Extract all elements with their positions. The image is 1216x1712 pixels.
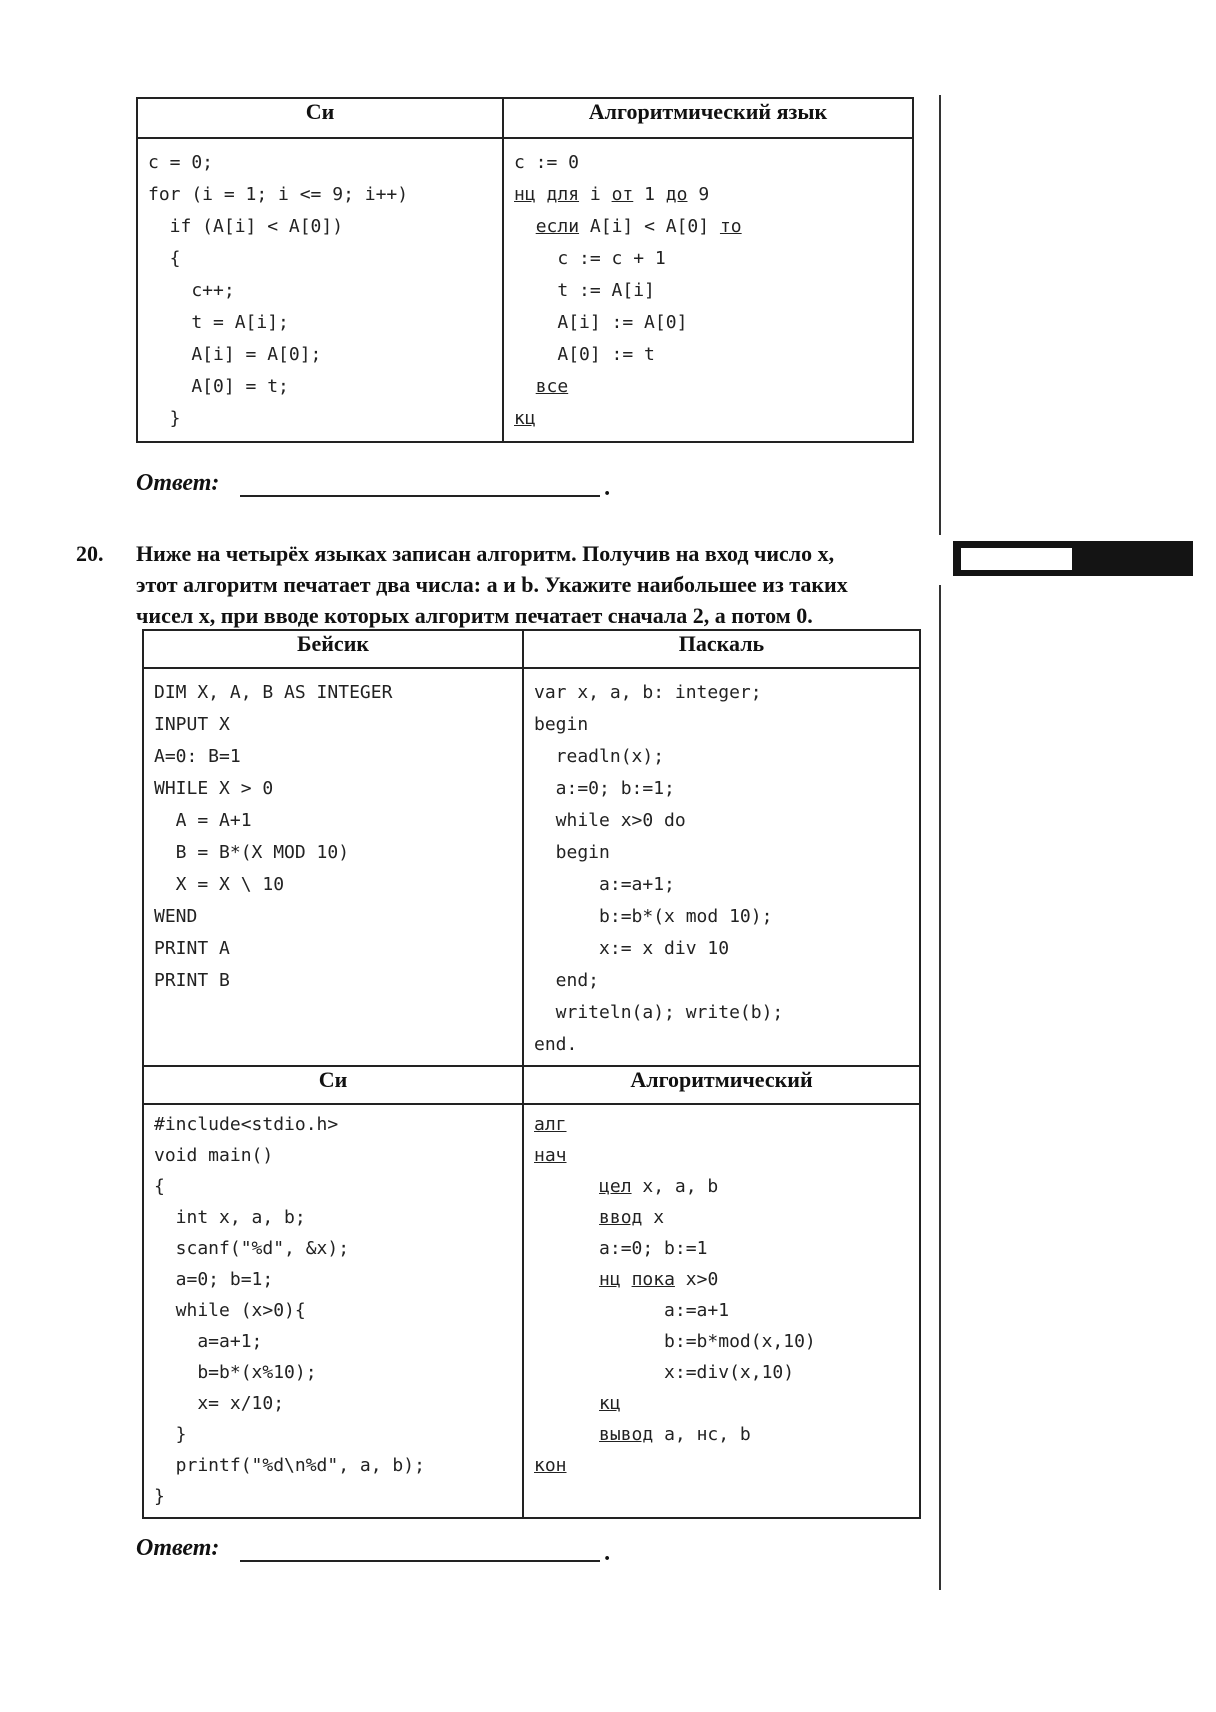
margin-line-bottom [939, 585, 941, 1590]
code-line: PRINT A [154, 938, 230, 959]
code-line: printf("%d\n%d", a, b); [154, 1455, 425, 1476]
code-line: A = A+1 [154, 810, 252, 831]
keyword: цел [599, 1176, 632, 1197]
keyword: все [535, 376, 569, 397]
code-line: t = A[i]; [148, 312, 289, 333]
code-line: b:=b*(x mod 10); [534, 906, 773, 927]
code-line: B = B*(X MOD 10) [154, 842, 350, 863]
keyword: ввод [599, 1207, 643, 1228]
question-number: 20. [76, 541, 104, 566]
answer-dot-q19: . [605, 475, 611, 501]
code-line: DIM X, A, B AS INTEGER [154, 682, 393, 703]
keyword: кон [534, 1455, 567, 1476]
keyword: до [665, 184, 688, 205]
margin-line-top [939, 95, 941, 535]
q19-c-cell [137, 138, 503, 442]
code-line: WEND [154, 906, 198, 927]
code-line: a=a+1; [154, 1331, 263, 1352]
code-text: 1 [644, 184, 655, 205]
code-line: c++; [148, 280, 235, 301]
code-text: t := A[i] [557, 280, 655, 301]
keyword: для [546, 184, 580, 205]
q20-header-algo: Алгоритмический [523, 1066, 920, 1104]
code-text: x:=div(x,10) [664, 1362, 795, 1383]
code-line [514, 211, 902, 243]
code-text: b:=b*mod(x,10) [664, 1331, 816, 1352]
code-line: a:=a+1; [534, 874, 675, 895]
answer-box-marker [953, 541, 1193, 576]
question-text-line: этот алгоритм печатает два числа: a и b. Укажите наибольшее из таких [136, 572, 848, 597]
code-line: } [154, 1486, 165, 1507]
question-text-line: чисел x, при вводе которых алгоритм печатает сначала 2, а потом 0. [136, 603, 813, 628]
code-line [534, 1326, 909, 1357]
code-text: A[0] := t [557, 344, 655, 365]
code-line: readln(x); [534, 746, 665, 767]
keyword: то [719, 216, 742, 237]
code-line [534, 1388, 909, 1419]
keyword: кц [514, 408, 536, 429]
code-line [534, 1357, 909, 1388]
code-line [534, 1140, 909, 1171]
code-text: x [653, 1207, 665, 1228]
code-line: if (A[i] < A[0]) [148, 216, 344, 237]
q20-c-cell [143, 1104, 523, 1518]
code-line: PRINT B [154, 970, 230, 991]
q20-code-table [142, 629, 921, 1519]
keyword: пока [631, 1269, 675, 1290]
code-line: begin [534, 842, 610, 863]
code-line [514, 371, 902, 403]
answer-box-inner [961, 548, 1072, 570]
question-text [136, 538, 936, 631]
code-line: } [148, 408, 181, 429]
code-text: x>0 [685, 1269, 719, 1290]
code-text: A[i] := A[0] [557, 312, 688, 333]
code-line: for (i = 1; i <= 9; i++) [148, 184, 409, 205]
code-line: x= x/10; [154, 1393, 285, 1414]
keyword: вывод [599, 1424, 654, 1445]
code-line: x:= x div 10 [534, 938, 730, 959]
code-line: end. [534, 1034, 578, 1055]
code-line [514, 403, 902, 435]
code-line: #include<stdio.h> [154, 1114, 339, 1135]
keyword: если [535, 216, 580, 237]
q19-algo-code [504, 139, 912, 439]
code-text: c := c + 1 [557, 248, 666, 269]
code-line [514, 243, 902, 275]
code-line: while x>0 do [534, 810, 686, 831]
q20-header-basic: Бейсик [143, 630, 523, 668]
code-line [534, 1295, 909, 1326]
q20-header-c: Си [143, 1066, 523, 1104]
q20-basic-cell [143, 668, 523, 1066]
code-line [534, 1264, 909, 1295]
keyword: нц [599, 1269, 621, 1290]
code-text: a:=0; b:=1 [599, 1238, 708, 1259]
answer-dot-q20: . [605, 1540, 611, 1566]
keyword: кц [599, 1393, 621, 1414]
question-text-line: Ниже на четырёх языках записан алгоритм. Получив на вход число x, [136, 541, 835, 566]
code-line: begin [534, 714, 589, 735]
code-line [534, 1109, 909, 1140]
answer-label-q19: Ответ: [136, 470, 220, 496]
q19-header-c: Си [137, 98, 503, 138]
keyword: алг [534, 1114, 567, 1135]
q20-basic-code [144, 669, 522, 1001]
q20-pascal-cell [523, 668, 920, 1066]
q20-pascal-code [524, 669, 919, 1065]
code-line: a=0; b=1; [154, 1269, 274, 1290]
code-line: c = 0; [148, 152, 214, 173]
code-line: void main() [154, 1145, 274, 1166]
code-line: var x, a, b: integer; [534, 682, 762, 703]
code-line: INPUT X [154, 714, 230, 735]
code-line [514, 307, 902, 339]
q20-algo-cell [523, 1104, 920, 1518]
code-line: b=b*(x%10); [154, 1362, 317, 1383]
code-line: writeln(a); write(b); [534, 1002, 784, 1023]
answer-input-q19[interactable] [240, 495, 600, 497]
code-text: x, a, b [642, 1176, 719, 1197]
code-line: { [154, 1176, 165, 1197]
code-text: A[i] < A[0] [589, 216, 710, 237]
q19-header-algo: Алгоритмический язык [503, 98, 913, 138]
code-line [514, 275, 902, 307]
answer-input-q20[interactable] [240, 1560, 600, 1562]
code-text: a:=a+1 [664, 1300, 730, 1321]
code-line [534, 1450, 909, 1481]
code-line: A[0] = t; [148, 376, 289, 397]
code-line: X = X \ 10 [154, 874, 285, 895]
code-line [534, 1202, 909, 1233]
code-line [534, 1419, 909, 1450]
q20-header-pascal: Паскаль [523, 630, 920, 668]
keyword: нач [534, 1145, 567, 1166]
q19-code-table [136, 97, 914, 443]
code-line: end; [534, 970, 600, 991]
code-line: c := 0 [514, 152, 580, 173]
q20-algo-code [524, 1105, 919, 1485]
code-line: while (x>0){ [154, 1300, 306, 1321]
q19-algo-cell [503, 138, 913, 442]
code-line: WHILE X > 0 [154, 778, 274, 799]
code-line [534, 1233, 909, 1264]
keyword: от [611, 184, 634, 205]
code-line: a:=0; b:=1; [534, 778, 675, 799]
code-line [514, 339, 902, 371]
code-line: A[i] = A[0]; [148, 344, 322, 365]
code-line [534, 1171, 909, 1202]
code-text: 9 [698, 184, 710, 205]
code-line: int x, a, b; [154, 1207, 306, 1228]
code-line: scanf("%d", &x); [154, 1238, 350, 1259]
code-text: i [589, 184, 601, 205]
code-line: } [154, 1424, 187, 1445]
answer-label-q20: Ответ: [136, 1535, 220, 1561]
code-line [514, 179, 902, 211]
q20-c-code [144, 1105, 522, 1516]
code-line: A=0: B=1 [154, 746, 241, 767]
code-text: a, нс, b [664, 1424, 751, 1445]
q19-c-code [138, 139, 502, 439]
code-line: { [148, 248, 181, 269]
keyword: нц [514, 184, 536, 205]
